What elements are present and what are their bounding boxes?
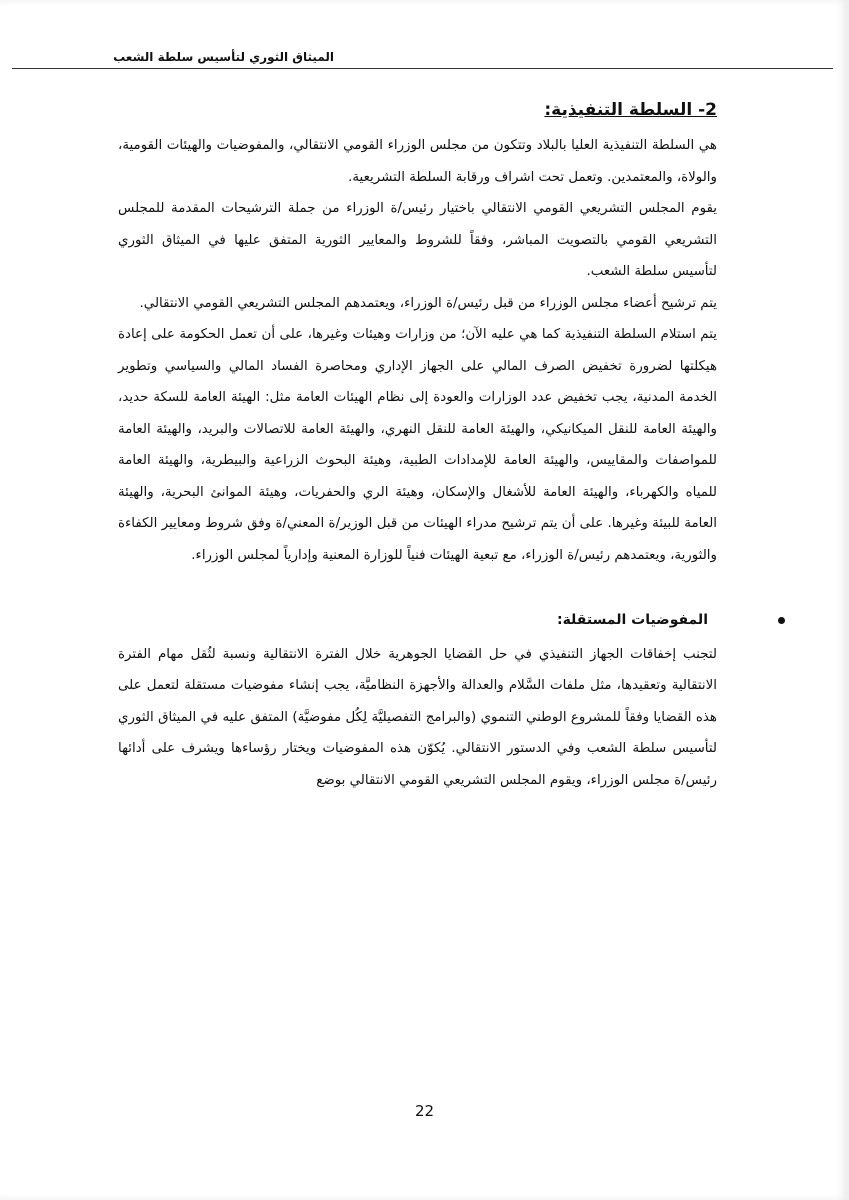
- paragraph: يتم استلام السلطة التنفيذية كما هي عليه الآن؛ من وزارات وهيئات وغيرها، على أن تعمل الحكومة على إعادة هيكلتها لضرورة تخفيض الصرف المالي على الجهاز الإداري ومحاصرة الفساد المالي والسياسي وتطوير الخدمة المدنية، يجب تخفيض عدد الوزارات والعودة إلى نظام الهيئات العامة مثل: الهيئة العامة للسكة حديد، والهيئة العامة للنقل الميكانيكي، والهيئة العامة للنقل النهري، والهيئة العامة للاتصالات والبريد، والهيئة العامة للمواصفات والمقاييس، والهيئة العامة للإمدادات الطبية، وهيئة البحوث الزراعية والبيطرية، والهيئة العامة للمياه والكهرباء، والهيئة العامة للأشغال والإسكان، وهيئة الري والحفريات، وهيئة الموانئ البحرية، والهيئة العامة للبيئة وغيرها. على أن يتم ترشيح مدراء الهيئات من قبل الوزير/ة المعني/ة وفق شروط ومعايير الكفاءة والثورية، ويعتمدهم رئيس/ة الوزراء، مع تبعية الهيئات فنياً للوزارة المعنية وإدارياً لمجلس الوزراء.: [118, 327, 717, 563]
- page-number: 22: [414, 1102, 435, 1120]
- section-spacer: [118, 571, 717, 605]
- paragraph: يقوم المجلس التشريعي القومي الانتقالي باختيار رئيس/ة الوزراء من جملة الترشيحات المقدمة للمجلس التشريعي القومي بالتصويت المباشر، وفقاً للشروط والمعايير الثورية المتفق عليها في الميثاق الثوري لتأسيس سلطة الشعب.: [118, 201, 717, 279]
- bullet-icon: [778, 617, 785, 624]
- page-body: [118, 96, 717, 796]
- subsection-title: المفوضيات المستقلة:: [556, 612, 708, 628]
- running-header-title: الميثاق الثوري لتأسيس سلطة الشعب: [113, 50, 334, 64]
- section-title: 2- السلطة التنفيذية:: [544, 100, 717, 120]
- subsection-heading: [118, 605, 717, 637]
- paragraph: هي السلطة التنفيذية العليا بالبلاد وتتكون من مجلس الوزراء القومي الانتقالي، والمفوضيات والهيئات القومية، والولاة، والمعتمدين. وتعمل تحت اشراف ورقابة السلطة التشريعية.: [118, 138, 717, 185]
- header-rule: [12, 68, 833, 69]
- paragraph: يتم ترشيح أعضاء مجلس الوزراء من قبل رئيس/ة الوزراء، ويعتمدهم المجلس التشريعي القومي الانتقالي.: [139, 295, 717, 311]
- paragraph: لتجنب إخفاقات الجهاز التنفيذي في حل القضايا الجوهرية خلال الفترة الانتقالية ونسبة لثُقل مهام الفترة الانتقالية وتعقيدها، مثل ملفات السَّلام والعدالة والأجهزة النظاميَّة، يجب إنشاء مفوضيات مستقلة لتعمل على هذه القضايا وفقاً للمشروع الوطني التنموي (والبرامج التفصيليَّة لِكُل مفوضيَّة) المتفق عليه في الميثاق الثوري لتأسيس سلطة الشعب وفي الدستور الانتقالي. يُكوّن هذه المفوضيات ويختار رؤساءها ويشرف على أدائها رئيس/ة مجلس الوزراء، ويقوم المجلس التشريعي القومي الانتقالي بوضع: [118, 646, 717, 788]
